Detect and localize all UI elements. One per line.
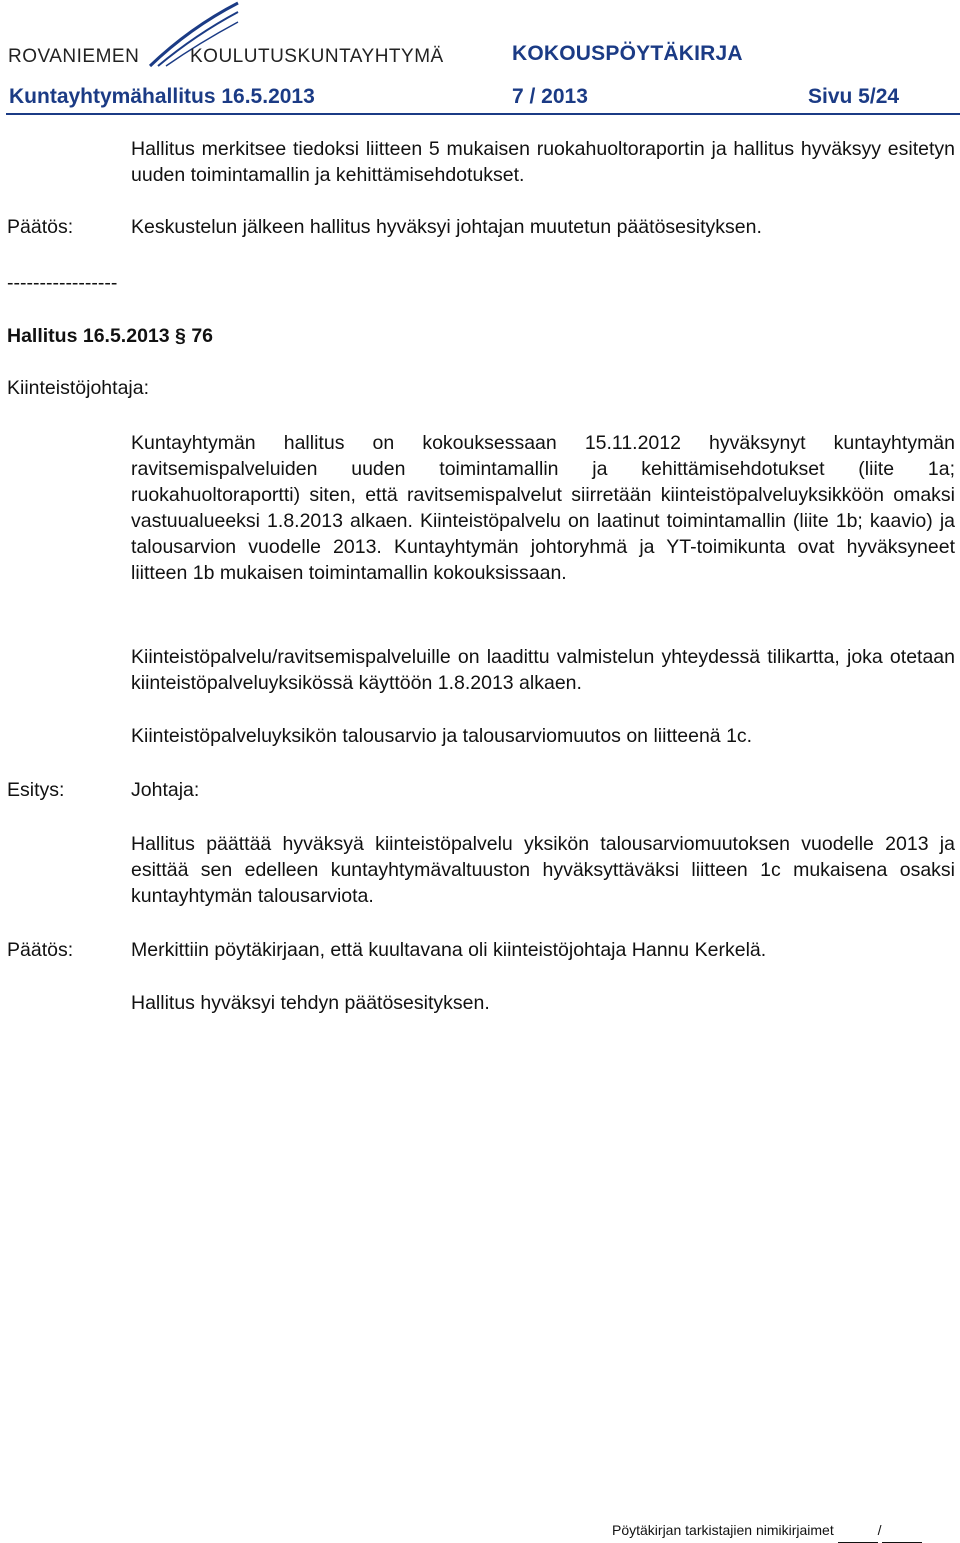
- prev-decision-label: Päätös:: [7, 216, 74, 238]
- section-title-text: Hallitus 16.5.2013: [7, 325, 170, 347]
- proposal-label: Esitys:: [7, 779, 65, 801]
- meeting-number: 7 / 2013: [512, 85, 588, 108]
- decision-line-1: Merkittiin pöytäkirjaan, että kuultavana oli kiinteistöjohtaja Hannu Kerkelä.: [131, 939, 767, 961]
- meeting-title: Kuntayhtymähallitus 16.5.2013: [9, 85, 315, 108]
- signatures-label: Pöytäkirjan tarkistajien nimikirjaimet: [612, 1522, 834, 1538]
- logo-text-left: ROVANIEMEN: [8, 46, 140, 67]
- signature-slash: /: [877, 1522, 882, 1538]
- section-paragraph-3: Kiinteistöpalveluyksikön talousarvio ja talousarviomuutos on liitteenä 1c.: [131, 725, 753, 747]
- page-number: Sivu 5/24: [808, 85, 900, 108]
- preparer-label: Kiinteistöjohtaja:: [7, 377, 150, 399]
- proposer-label: Johtaja:: [131, 779, 200, 801]
- proposal-text: Hallitus päättää hyväksyä kiinteistöpalvelu yksikön talousarviomuutoksen vuodelle 2013 ja esittää sen edelleen kuntayhtymävaltuuston hyväksyttäväksi liitteen 1c mukaisena osaksi kuntayhtymän talousarviota.: [131, 833, 955, 907]
- section-sign: §: [175, 325, 186, 347]
- logo-text-right: KOULUTUSKUNTAYHTYMÄ: [190, 46, 444, 67]
- section-paragraph-1: Kuntayhtymän hallitus on kokouksessaan 15.11.2012 hyväksynyt kuntayhtymän ravitsemispalveluiden uuden toimintamallin ja kehittämisehdotukset (liite 1a; ruokahuoltoraportti) siten, että ravitsemispalvelut siirretään kiinteistöpalveluyksikköön omaksi vastuualueeksi 1.8.2013 alkaen. Kiinteistöpalvelu on laatinut toimintamallin (liite 1b; kaavio) ja talousarvion vuodelle 2013. Kuntayhtymän johtoryhmä ja YT-toimikunta ovat hyväksyneet liitteen 1b mukaisen toimintamallin kokouksissaan.: [131, 432, 955, 584]
- document-type: KOKOUSPÖYTÄKIRJA: [512, 42, 743, 65]
- signature-line-2: [882, 1529, 922, 1543]
- section-number: 76: [191, 325, 214, 347]
- decision-line-2: Hallitus hyväksyi tehdyn päätösesityksen.: [131, 992, 490, 1014]
- footer-signatures: [612, 1517, 922, 1543]
- section-paragraph-2: Kiinteistöpalvelu/ravitsemispalveluille on laadittu valmistelun yhteydessä tilikartta, joka otetaan kiinteistöpalveluyksikössä käyttöön 1.8.2013 alkaen.: [131, 646, 955, 694]
- section-title: [7, 323, 213, 349]
- decision-label: Päätös:: [7, 939, 74, 961]
- prev-section-text: Hallitus merkitsee tiedoksi liitteen 5 mukaisen ruokahuoltoraportin ja hallitus hyväksyy esitetyn uuden toimintamallin ja kehittämisehdotukset.: [131, 138, 955, 186]
- signature-line-1: [838, 1529, 878, 1543]
- prev-decision-text: Keskustelun jälkeen hallitus hyväksyi johtajan muutetun päätösesityksen.: [131, 216, 762, 238]
- logo: [0, 0, 500, 70]
- header-divider: [6, 113, 960, 115]
- section-separator: -----------------: [7, 272, 118, 294]
